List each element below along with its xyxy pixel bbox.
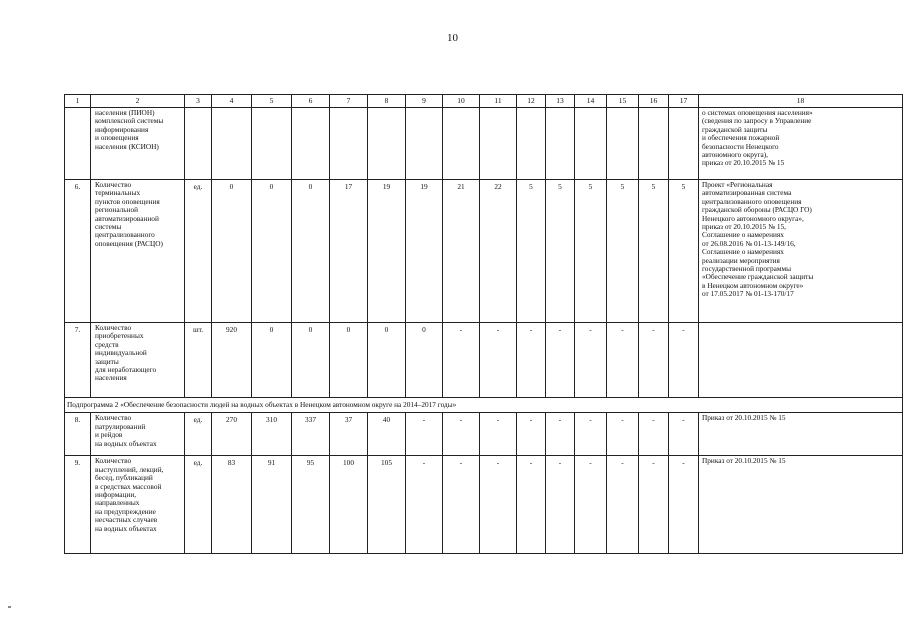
value-cell: 5 [575, 180, 607, 323]
column-number-cell: 11 [480, 95, 517, 108]
value-cell [480, 108, 517, 180]
value-cell: 5 [517, 180, 546, 323]
value-cell: 100 [330, 456, 368, 554]
value-cell: - [406, 456, 443, 554]
value-cell: - [480, 456, 517, 554]
value-cell: - [575, 456, 607, 554]
table-row [65, 323, 903, 398]
value-cell: 0 [330, 323, 368, 398]
value-cell: - [639, 413, 669, 456]
table-row [65, 413, 903, 456]
unit-cell: шт. [185, 323, 212, 398]
unit-cell [185, 108, 212, 180]
value-cell: - [575, 323, 607, 398]
row-number: 7. [65, 323, 91, 398]
value-cell [639, 108, 669, 180]
column-number-header-row [65, 95, 903, 108]
value-cell [575, 108, 607, 180]
value-cell [546, 108, 575, 180]
table-row [65, 456, 903, 554]
value-cell [443, 108, 480, 180]
value-cell: - [607, 413, 639, 456]
value-cell [212, 108, 252, 180]
value-cell: 19 [368, 180, 406, 323]
column-number-cell: 7 [330, 95, 368, 108]
value-cell: 5 [607, 180, 639, 323]
value-cell: 22 [480, 180, 517, 323]
page-number: 10 [447, 32, 458, 44]
value-cell: - [669, 456, 699, 554]
table-row [65, 180, 903, 323]
value-cell: 0 [292, 323, 330, 398]
value-cell [406, 108, 443, 180]
value-cell: 91 [252, 456, 292, 554]
row-number: 9. [65, 456, 91, 554]
value-cell: 270 [212, 413, 252, 456]
indicator-name: Количество выступлений, лекций, бесед, публикаций в средствах массовой информации, направленных на предупреждение несчастных случаев на водных объектах [91, 456, 185, 554]
column-number-cell: 5 [252, 95, 292, 108]
value-cell: - [443, 413, 480, 456]
row-number: 6. [65, 180, 91, 323]
value-cell: - [607, 456, 639, 554]
value-cell: - [546, 323, 575, 398]
subprogram-title: Подпрограмма 2 «Обеспечение безопасности людей на водных объектах в Ненецком автономном округе на 2014–2017 годы» [65, 398, 903, 413]
value-cell: 0 [252, 180, 292, 323]
value-cell: 83 [212, 456, 252, 554]
value-cell [252, 108, 292, 180]
value-cell [607, 108, 639, 180]
row-number [65, 108, 91, 180]
indicator-name: населения (ПИОН) комплексной системы информирования и оповещения населения (КСИОН) [91, 108, 185, 180]
value-cell: - [669, 413, 699, 456]
value-cell: - [669, 323, 699, 398]
column-number-cell: 10 [443, 95, 480, 108]
indicator-name: Количество патрулирований и рейдов на водных объектах [91, 413, 185, 456]
value-cell: - [480, 323, 517, 398]
source-cell: Приказ от 20.10.2015 № 15 [699, 456, 903, 554]
value-cell: - [517, 413, 546, 456]
value-cell: 0 [406, 323, 443, 398]
value-cell [517, 108, 546, 180]
unit-cell: ед. [185, 180, 212, 323]
value-cell: 337 [292, 413, 330, 456]
value-cell: - [443, 456, 480, 554]
unit-cell: ед. [185, 456, 212, 554]
indicators-table [64, 94, 903, 554]
column-number-cell: 4 [212, 95, 252, 108]
value-cell: 0 [292, 180, 330, 323]
value-cell: 5 [639, 180, 669, 323]
column-number-cell: 12 [517, 95, 546, 108]
value-cell: 21 [443, 180, 480, 323]
value-cell: - [443, 323, 480, 398]
value-cell: 0 [368, 323, 406, 398]
column-number-cell: 1 [65, 95, 91, 108]
source-cell: Приказ от 20.10.2015 № 15 [699, 413, 903, 456]
subprogram-row [65, 398, 903, 413]
value-cell: 5 [669, 180, 699, 323]
value-cell: - [517, 323, 546, 398]
value-cell: 37 [330, 413, 368, 456]
unit-cell: ед. [185, 413, 212, 456]
column-number-cell: 16 [639, 95, 669, 108]
value-cell [669, 108, 699, 180]
table-row [65, 108, 903, 180]
value-cell: 40 [368, 413, 406, 456]
indicator-name: Количество терминальных пунктов оповещения региональной автоматизированной системы централизованного оповещения (РАСЦО) [91, 180, 185, 323]
value-cell: - [517, 456, 546, 554]
value-cell: 0 [212, 180, 252, 323]
value-cell: - [639, 456, 669, 554]
source-cell [699, 323, 903, 398]
value-cell: - [607, 323, 639, 398]
value-cell: 17 [330, 180, 368, 323]
indicator-name: Количество приобретенных средств индивидуальной защиты для неработающего населения [91, 323, 185, 398]
value-cell: 0 [252, 323, 292, 398]
source-cell: Проект «Региональная автоматизированная система централизованного оповещения гражданской обороны (РАСЦО ГО) Ненецкого автономного округа», приказ от 20.10.2015 № 15, Соглашение о намерениях от 26.08.2016 № 01-13-149/16, Соглашение о намерениях реализации мероприятия государственной программы «Обеспечение гражданской защиты в Ненецком автономном округе» от 17.05.2017 № 01-13-170/17 [699, 180, 903, 323]
value-cell [368, 108, 406, 180]
value-cell [292, 108, 330, 180]
value-cell: - [575, 413, 607, 456]
column-number-cell: 14 [575, 95, 607, 108]
value-cell: 5 [546, 180, 575, 323]
source-cell: о системах оповещения населения» (сведения по запросу в Управление гражданской защиты и обеспечения пожарной безопасности Ненецкого автономного округа), приказ от 20.10.2015 № 15 [699, 108, 903, 180]
value-cell: 310 [252, 413, 292, 456]
value-cell: - [546, 456, 575, 554]
column-number-cell: 3 [185, 95, 212, 108]
value-cell: - [639, 323, 669, 398]
column-number-cell: 13 [546, 95, 575, 108]
value-cell: 95 [292, 456, 330, 554]
value-cell [330, 108, 368, 180]
column-number-cell: 9 [406, 95, 443, 108]
column-number-cell: 6 [292, 95, 330, 108]
value-cell: 920 [212, 323, 252, 398]
value-cell: - [480, 413, 517, 456]
column-number-cell: 15 [607, 95, 639, 108]
value-cell: 19 [406, 180, 443, 323]
column-number-cell: 8 [368, 95, 406, 108]
value-cell: 105 [368, 456, 406, 554]
value-cell: - [546, 413, 575, 456]
scan-mark [8, 606, 11, 608]
column-number-cell: 18 [699, 95, 903, 108]
value-cell: - [406, 413, 443, 456]
row-number: 8. [65, 413, 91, 456]
column-number-cell: 2 [91, 95, 185, 108]
column-number-cell: 17 [669, 95, 699, 108]
